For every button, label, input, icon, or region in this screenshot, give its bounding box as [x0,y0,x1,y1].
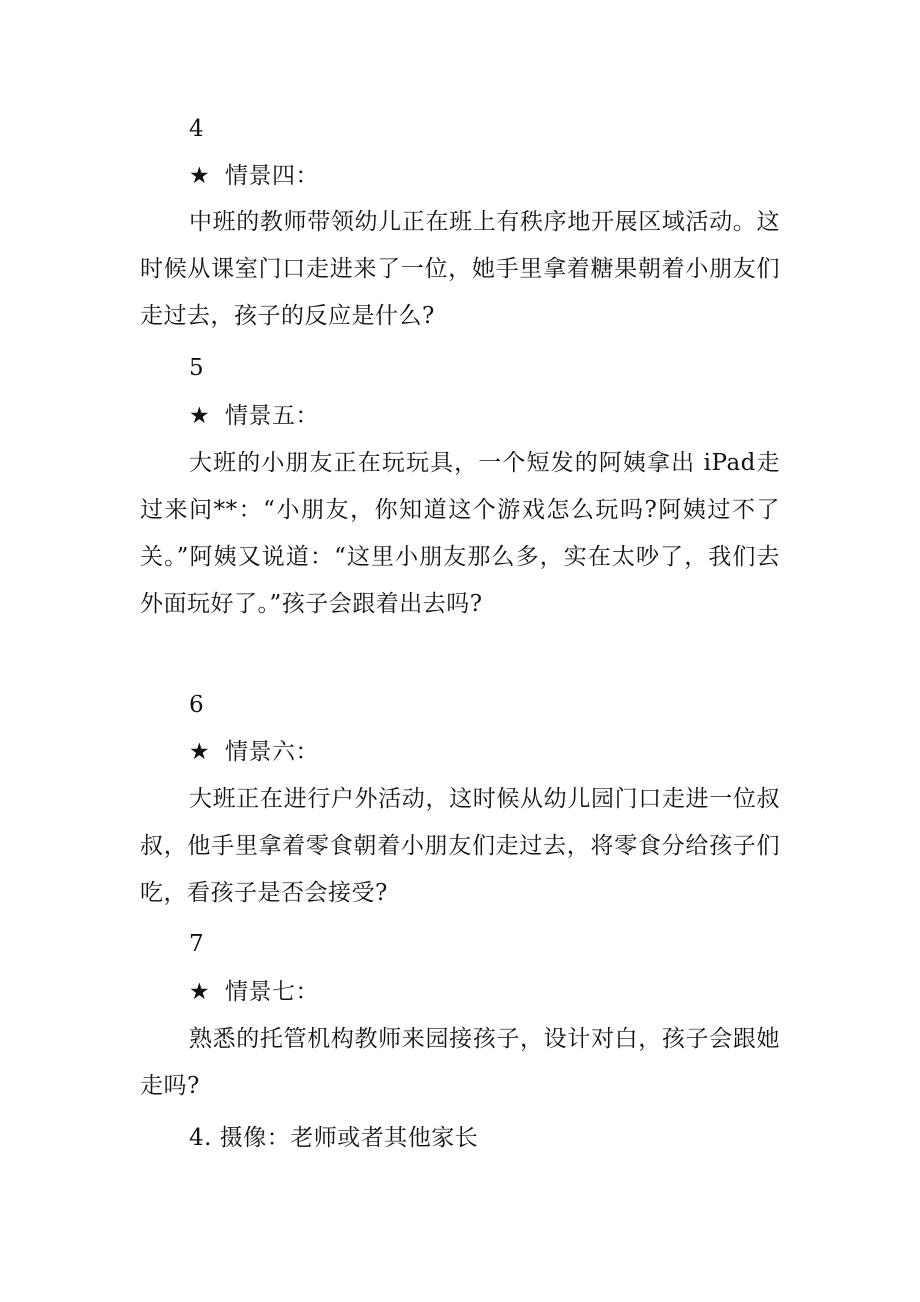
scenario-paragraph: 熟悉的托管机构教师来园接孩子，设计对白，孩子会跟她走吗? [140,1026,780,1099]
scenario-heading [189,977,319,1007]
scenario-title: 情景六： [225,739,319,765]
star-icon: ★ [189,403,211,429]
scenario-number: 7 [189,931,205,957]
scenario-title: 情景四： [225,163,319,189]
scenario-paragraph: 中班的教师带领幼儿正在班上有秩序地开展区域活动。这时候从课室门口走进来了一位，她手里拿着糖果朝着小朋友们走过去，孩子的反应是什么? [140,209,780,329]
star-icon: ★ [189,739,211,765]
scenario-heading [189,161,319,191]
scenario-paragraph: 大班正在进行户外活动，这时候从幼儿园门口走进一位叔叔，他手里拿着零食朝着小朋友们走过去，将零食分给孩子们吃，看孩子是否会接受? [140,786,780,906]
scenario-heading [189,401,319,431]
scenario-heading [189,737,319,767]
star-icon: ★ [189,163,211,189]
scenario-number: 5 [189,355,205,381]
scenario-title: 情景五： [225,403,319,429]
scenario-number: 4 [189,116,205,142]
scenario-number: 6 [189,692,205,718]
list-item: 4. 摄像：老师或者其他家长 [189,1125,479,1151]
scenario-paragraph: 大班的小朋友正在玩玩具，一个短发的阿姨拿出 iPad走过来问**：“小朋友，你知道这个游戏怎么玩吗?阿姨过不了关。”阿姨又说道：“这里小朋友那么多，实在太吵了，我们去外面玩好了。”孩子会跟着出去吗? [140,450,780,617]
star-icon: ★ [189,979,211,1005]
scenario-title: 情景七： [225,979,319,1005]
